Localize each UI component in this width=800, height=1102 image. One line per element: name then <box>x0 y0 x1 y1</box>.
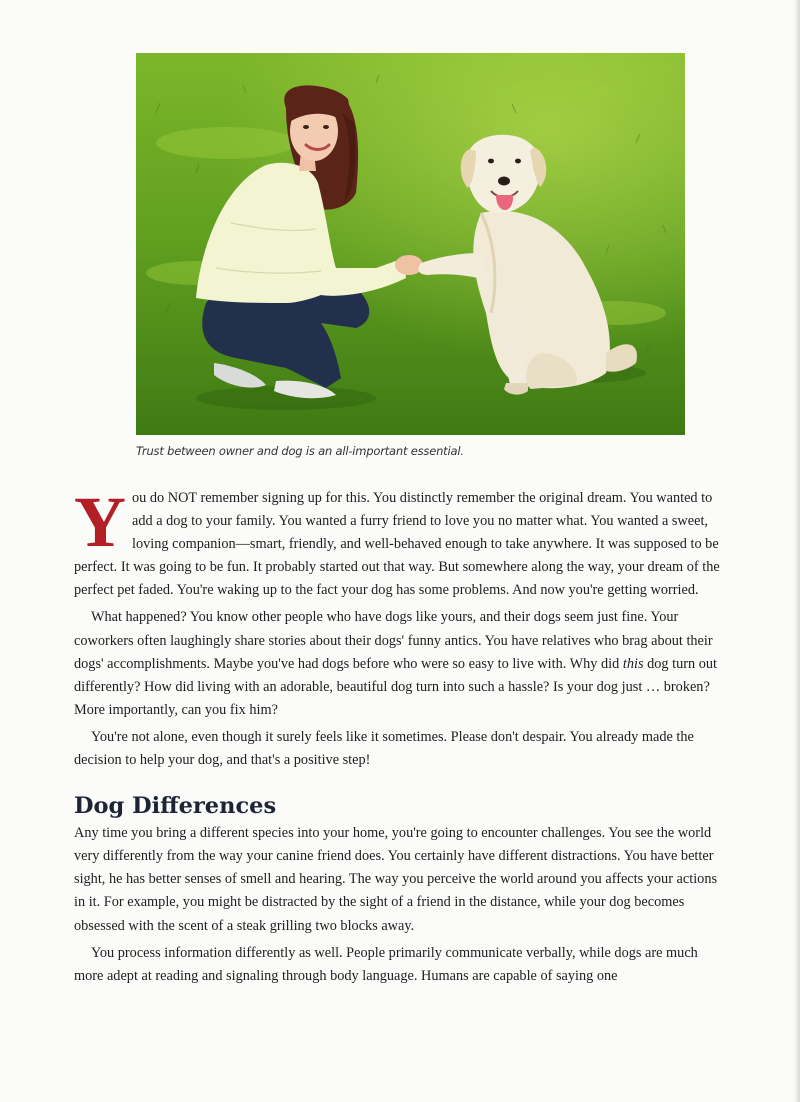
paragraph-not-alone: You're not alone, even though it surely feels like it sometimes. Please don't despair. You already made the decision to help your dog, and that's a positive step! <box>74 728 694 769</box>
paragraph-species: Any time you bring a different species into your home, you're going to encounter challenges. You see the world very differently from the way your canine friend does. You certainly have different distractions. You have better sight, he has better senses of smell and hearing. The way you perceive the world around you affects your actions in it. For example, you might be distracted by the sight of a friend in the distance, while your dog becomes obsessed with the scent of a steak grilling two blocks away. <box>74 825 718 934</box>
paragraph-what-happened <box>74 606 730 721</box>
paragraph-text-part: What happened? You know other people who have dogs like yours, and their dogs seem just fine. Your coworkers often laughingly share stories about their dogs' funny antics. You have relatives who brag about their dogs' accomplishments. Maybe you've had dogs before who were so easy to live with. Why did <box>74 609 713 672</box>
photo-woman-and-dog <box>136 53 685 435</box>
paragraph-text-part: dog turn out differently? How did living with an adorable, beautiful dog turn into such a hassle? Is your dog just … broken? More importantly, can you fix him? <box>74 655 717 718</box>
photo-illustration <box>136 53 685 435</box>
emphasis-text: this <box>622 655 644 672</box>
page-edge-shadow <box>794 0 800 1102</box>
paragraph-process-information: You process information differently as well. People primarily communicate verbally, while dogs are much more adept at reading and signaling through body language. Humans are capable of saying one <box>74 944 698 984</box>
paragraph-intro-text: ou do NOT remember signing up for this. You distinctly remember the original dream. You wanted to add a dog to your family. You wanted a furry friend to love you no matter what. You wanted a sweet, loving companion—smart, friendly, and well-behaved enough to take anywhere. It was supposed to be perfect. It was going to be fun. It probably started out that way. But somewhere along the way, your dream of the perfect pet faded. You're waking up to the fact your dog has some problems. And now you're getting worried. <box>74 490 720 599</box>
article-body <box>74 482 730 992</box>
figure-caption: Trust between owner and dog is an all-important essential. <box>136 444 464 458</box>
paragraph-intro <box>74 482 730 602</box>
drop-cap: Y <box>74 482 126 562</box>
section-heading: Dog Differences <box>74 793 277 820</box>
